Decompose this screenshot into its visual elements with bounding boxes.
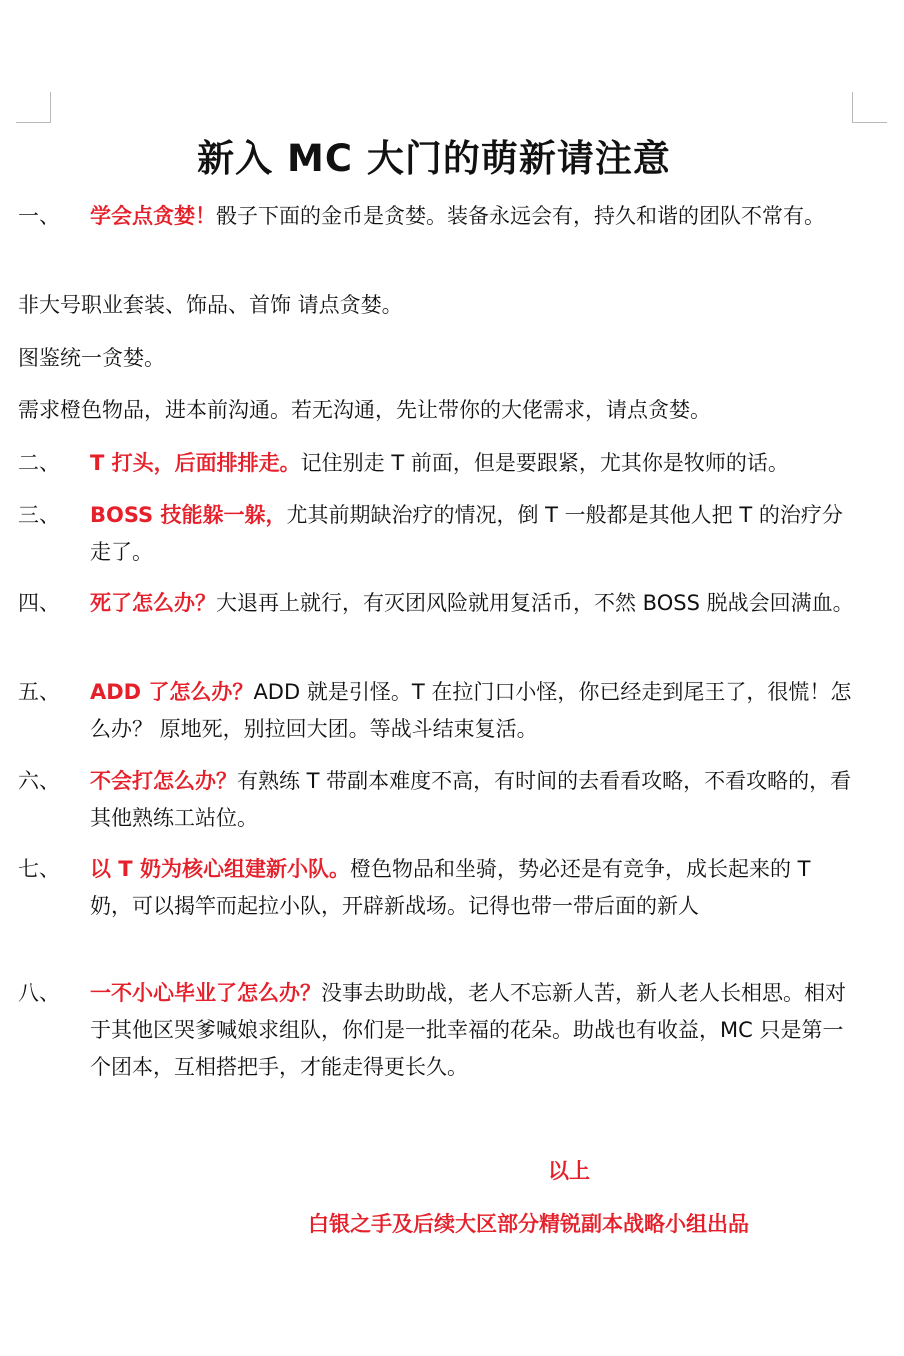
- item-body: [90, 674, 858, 748]
- item-highlight: BOSS 技能躲一躲，: [90, 503, 287, 527]
- item-number: 二、: [18, 451, 60, 475]
- note-2: 图鉴统一贪婪。: [18, 346, 165, 370]
- item-number: 三、: [18, 503, 60, 527]
- item-body: [90, 445, 858, 482]
- rule-item-8: [18, 975, 858, 1086]
- item-text: 大退再上就行，有灭团风险就用复活币，不然 BOSS 脱战会回满血。: [216, 591, 854, 615]
- rule-item-7: [18, 851, 858, 925]
- item-highlight: 以 T 奶为核心组建新小队。: [90, 857, 350, 881]
- item-body: [90, 975, 858, 1086]
- item-highlight: T 打头，后面排排走。: [90, 451, 301, 475]
- rule-item-5: [18, 674, 858, 748]
- item-highlight: 死了怎么办？: [90, 591, 216, 615]
- crop-mark-top-right: [852, 92, 887, 123]
- item-number: 七、: [18, 857, 60, 881]
- item-text: 有熟练 T 带副本难度不高，有时间的去看看攻略，不看攻略的，看其他熟练工站位。: [90, 769, 852, 830]
- item-body: [90, 585, 858, 622]
- item-number: 六、: [18, 769, 60, 793]
- note-1: 非大号职业套装、饰品、首饰 请点贪婪。: [18, 293, 403, 317]
- item-text: 骰子下面的金币是贪婪。装备永远会有，持久和谐的团队不常有。: [216, 204, 825, 228]
- item-text: ADD 就是引怪。T 在拉门口小怪，你已经走到尾王了，很慌！怎么办？ 原地死，别拉回大团。等战斗结束复活。: [90, 680, 852, 741]
- item-number: 八、: [18, 981, 60, 1005]
- rule-item-1: [18, 198, 858, 235]
- item-number: 五、: [18, 680, 60, 704]
- rule-item-3: [18, 497, 858, 571]
- rule-item-6: [18, 763, 858, 837]
- item-body: [90, 763, 858, 837]
- item-highlight: 不会打怎么办？: [90, 769, 237, 793]
- document-title: 新入 MC 大门的萌新请注意: [197, 137, 671, 180]
- closing-text: 以上: [548, 1159, 590, 1183]
- rule-item-2: [18, 445, 858, 482]
- item-text: 记住别走 T 前面，但是要跟紧，尤其你是牧师的话。: [300, 451, 789, 475]
- item-number: 四、: [18, 591, 60, 615]
- credit-line: 白银之手及后续大区部分精锐副本战略小组出品: [308, 1212, 749, 1236]
- item-body: [90, 198, 858, 235]
- item-highlight: 一不小心毕业了怎么办？: [90, 981, 321, 1005]
- item-text: 没事去助助战，老人不忘新人苦，新人老人长相思。相对于其他区哭爹喊娘求组队，你们是一批幸福的花朵。助战也有收益，MC 只是第一个团本，互相搭把手，才能走得更长久。: [90, 981, 846, 1079]
- item-text: 尤其前期缺治疗的情况，倒 T 一般都是其他人把 T 的治疗分走了。: [90, 503, 843, 564]
- item-body: [90, 851, 858, 925]
- rule-item-4: [18, 585, 858, 622]
- item-highlight: ADD 了怎么办？: [90, 680, 254, 704]
- item-number: 一、: [18, 204, 60, 228]
- item-body: [90, 497, 858, 571]
- item-text: 橙色物品和坐骑，势必还是有竞争，成长起来的 T 奶，可以揭竿而起拉小队，开辟新战场。记得也带一带后面的新人: [90, 857, 811, 918]
- note-3: 需求橙色物品，进本前沟通。若无沟通，先让带你的大佬需求，请点贪婪。: [18, 398, 711, 422]
- crop-mark-top-left: [16, 92, 51, 123]
- item-highlight: 学会点贪婪！: [90, 204, 216, 228]
